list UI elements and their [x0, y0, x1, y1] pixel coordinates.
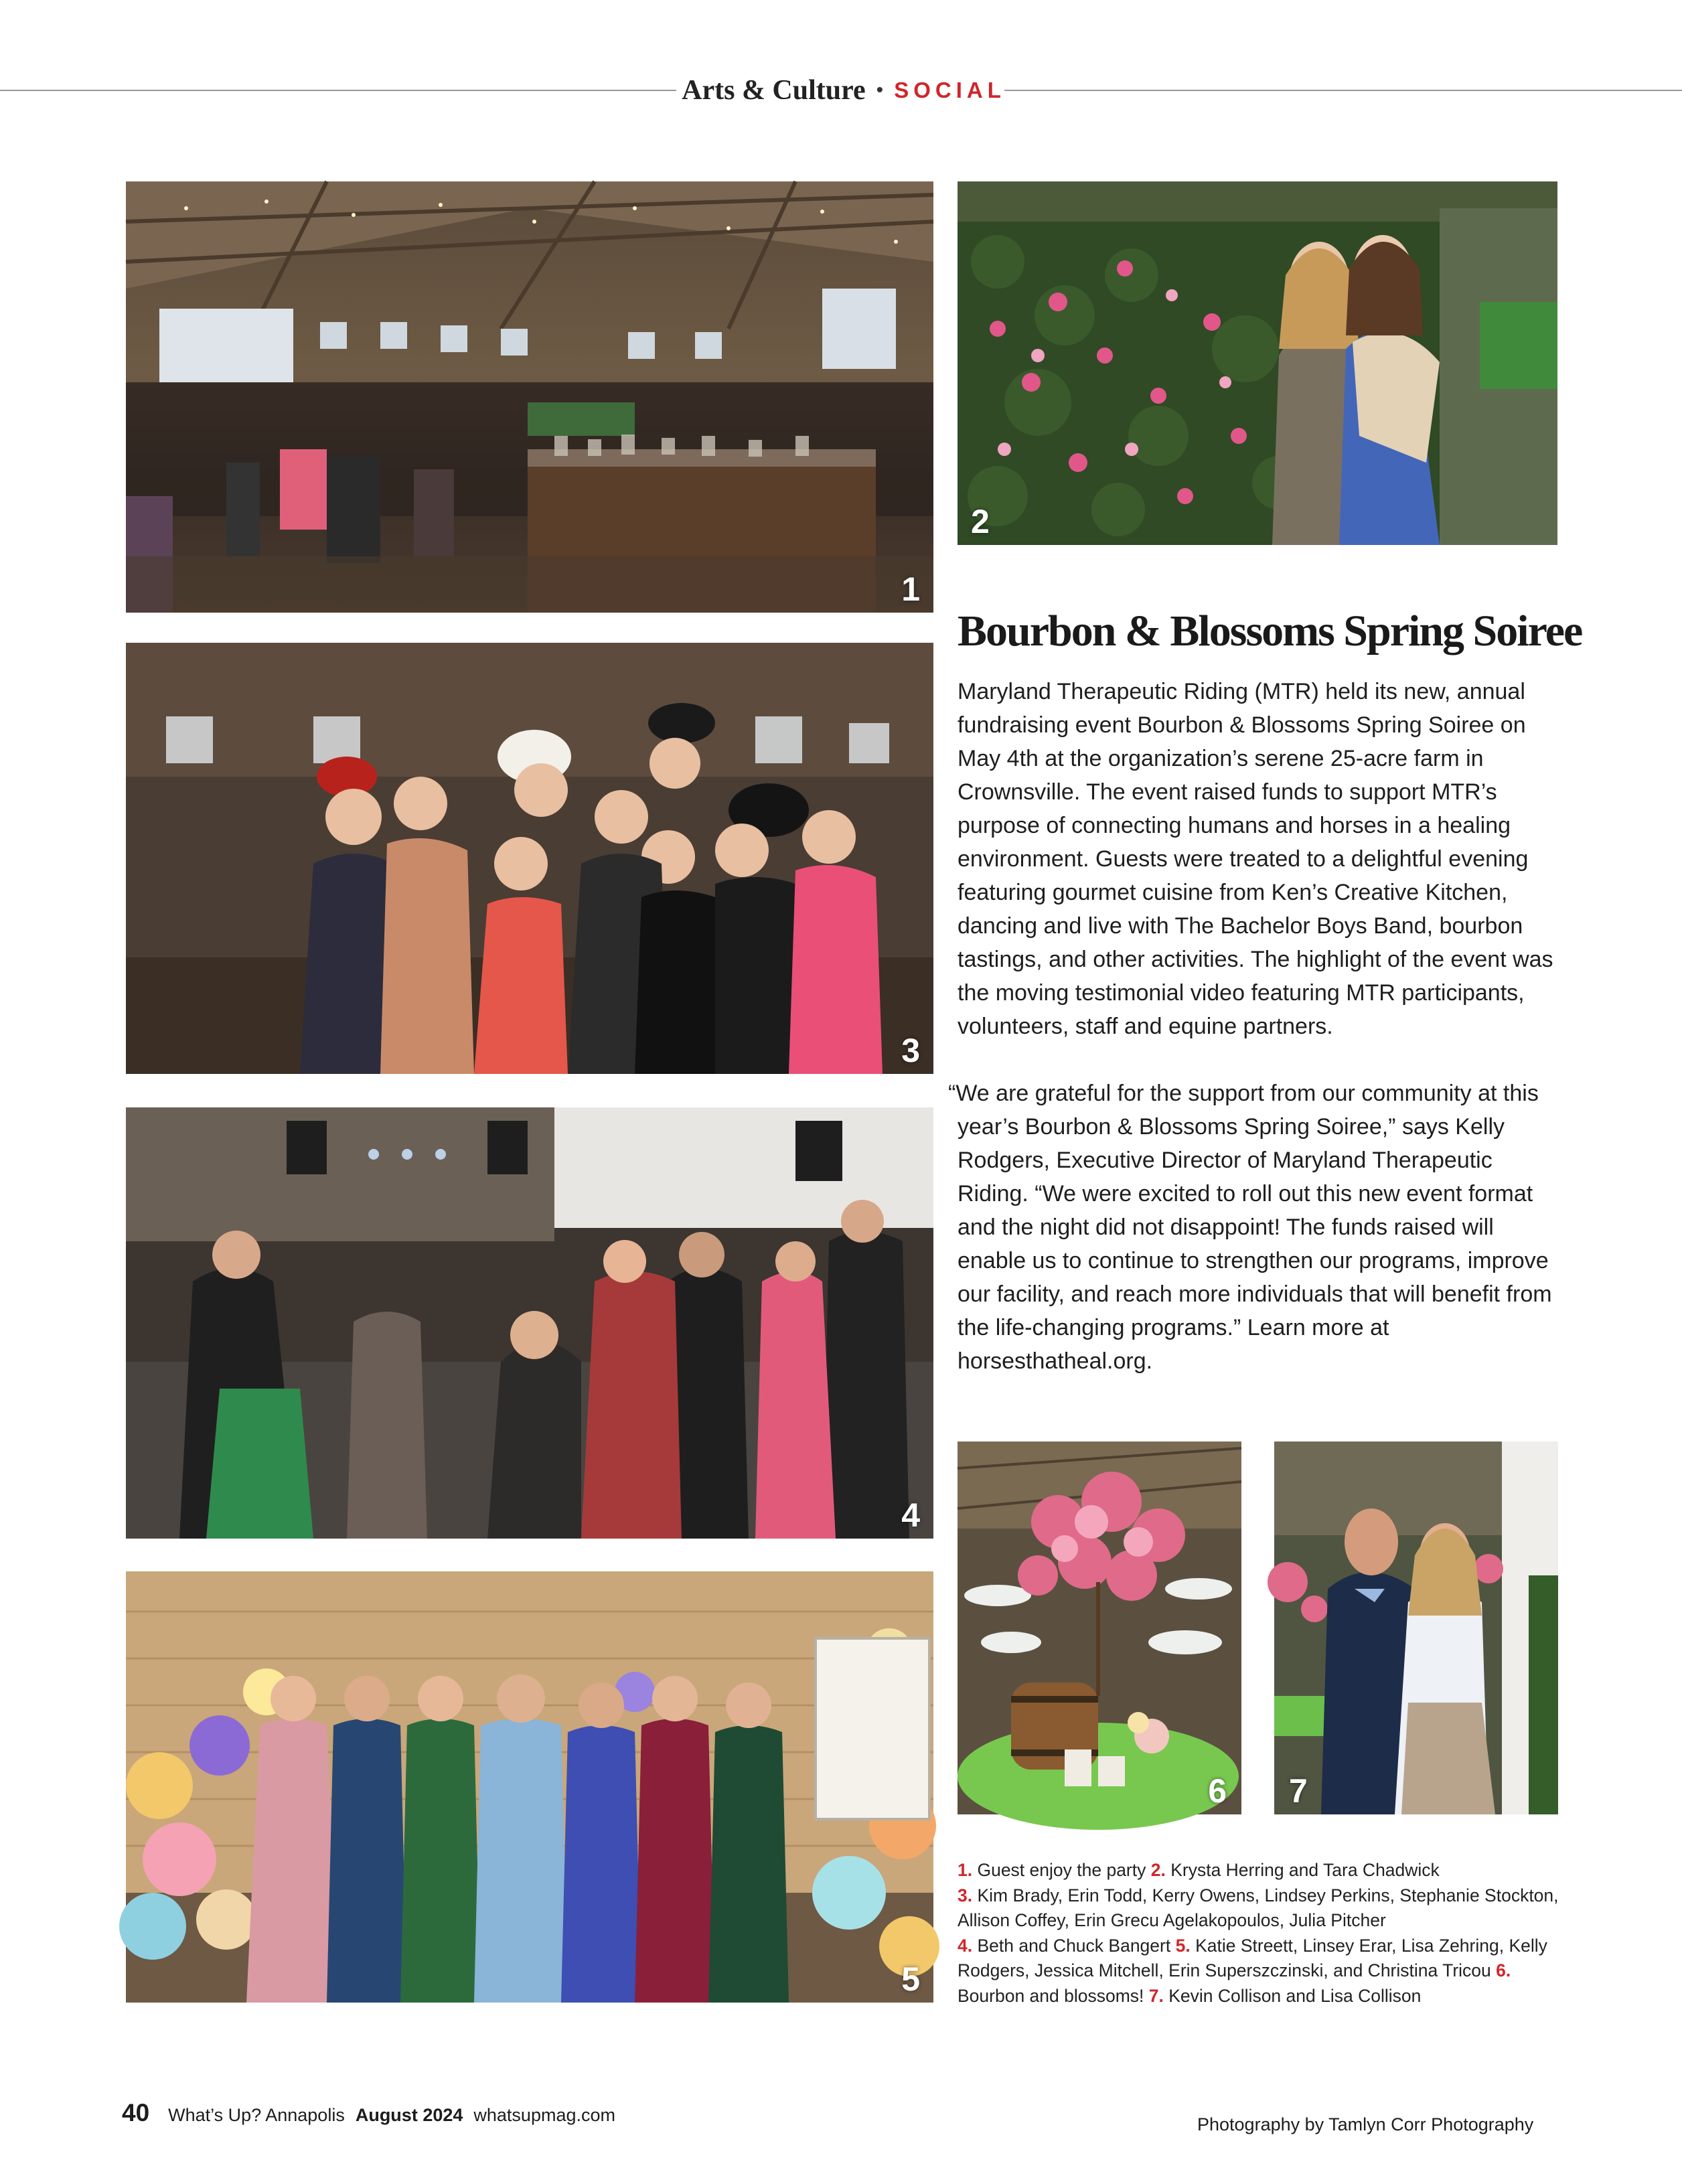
- page-footer: [122, 2099, 615, 2127]
- photo-number: 6: [1208, 1772, 1227, 1810]
- photo-number: 1: [901, 570, 920, 608]
- publication-name: What’s Up? Annapolis: [168, 2105, 345, 2125]
- section-header: [682, 67, 1006, 114]
- website-link[interactable]: whatsupmag.com: [473, 2105, 615, 2125]
- section-tag: SOCIAL: [894, 78, 1006, 102]
- caption-text: Beth and Chuck Bangert: [972, 1935, 1176, 1956]
- photo-captions: [958, 1858, 1567, 2009]
- photo-credit: Photography by Tamlyn Corr Photography: [1197, 2114, 1534, 2134]
- photo-group-hats: [126, 643, 933, 1074]
- page-number: 40: [122, 2099, 150, 2126]
- caption-number: 7.: [1148, 1985, 1164, 2006]
- caption-text: Guest enjoy the party: [972, 1860, 1151, 1880]
- caption-text: Krysta Herring and Tara Chadwick: [1165, 1860, 1440, 1880]
- photo-number: 2: [971, 503, 990, 540]
- photo-number: 5: [901, 1960, 920, 1998]
- header-rule-right: [1004, 90, 1682, 91]
- caption-number: 4.: [958, 1935, 973, 1956]
- caption-text: Kim Brady, Erin Todd, Kerry Owens, Lindsey Perkins, Stephanie Stockton, Allison Coffey, Erin Grecu Agelakopoulos, Julia Pitcher: [958, 1885, 1559, 1930]
- photo-event-hall: [126, 181, 933, 613]
- caption-number: 1.: [958, 1860, 973, 1880]
- photo-number: 7: [1289, 1772, 1308, 1810]
- article-paragraph-2: “We are grateful for the support from our community at this year’s Bourbon & Blossoms Spring Soiree,” says Kelly Rodgers, Executive Director of Maryland Therapeutic Riding. “We were excited to roll out this new event format and the night did not disappoint! The funds raised will enable us to continue to strengthen our programs, improve our facility, and reach more individuals that will benefit from the life-changing programs.” Learn more at horsesthatheal.org.: [948, 1081, 1552, 1374]
- section-name: Arts & Culture: [682, 75, 866, 106]
- caption-text: Kevin Collison and Lisa Collison: [1163, 1985, 1422, 2006]
- header-rule-left: [0, 90, 676, 91]
- photo-number: 4: [901, 1496, 920, 1534]
- photo-centerpiece: [958, 1441, 1241, 1814]
- caption-text: Katie Streett, Linsey Erar, Lisa Zehring, Kelly Rodgers, Jessica Mitchell, Erin Superszczinski, and Christina Tricou: [958, 1935, 1547, 1980]
- issue-date: August 2024: [355, 2105, 463, 2125]
- photo-couple: [1274, 1441, 1558, 1814]
- photo-dance-floor: [126, 1107, 933, 1539]
- caption-number: 6.: [1496, 1960, 1511, 1980]
- caption-number: 3.: [958, 1885, 973, 1905]
- header-separator: •: [876, 79, 884, 101]
- caption-number: 5.: [1175, 1935, 1191, 1956]
- photo-welcome-sign-group: [126, 1571, 933, 2003]
- photo-number: 3: [901, 1032, 920, 1069]
- article-headline: Bourbon & Blossoms Spring Soiree: [958, 607, 1582, 655]
- photo-flower-wall: [958, 181, 1557, 545]
- caption-text: Bourbon and blossoms!: [958, 1985, 1149, 2006]
- article-paragraph-1: Maryland Therapeutic Riding (MTR) held its new, annual fundraising event Bourbon & Blossoms Spring Soiree on May 4th at the organization’s serene 25-acre farm in Crownsville. The event raised funds to support MTR’s purpose of connecting humans and horses in a healing environment. Guests were treated to a delightful evening featuring gourmet cuisine from Ken’s Creative Kitchen, dancing and live with The Bachelor Boys Band, bourbon tastings, and other activities. The highlight of the event was the moving testimonial video featuring MTR participants, volunteers, staff and equine partners.: [958, 679, 1553, 1039]
- caption-number: 2.: [1150, 1860, 1166, 1880]
